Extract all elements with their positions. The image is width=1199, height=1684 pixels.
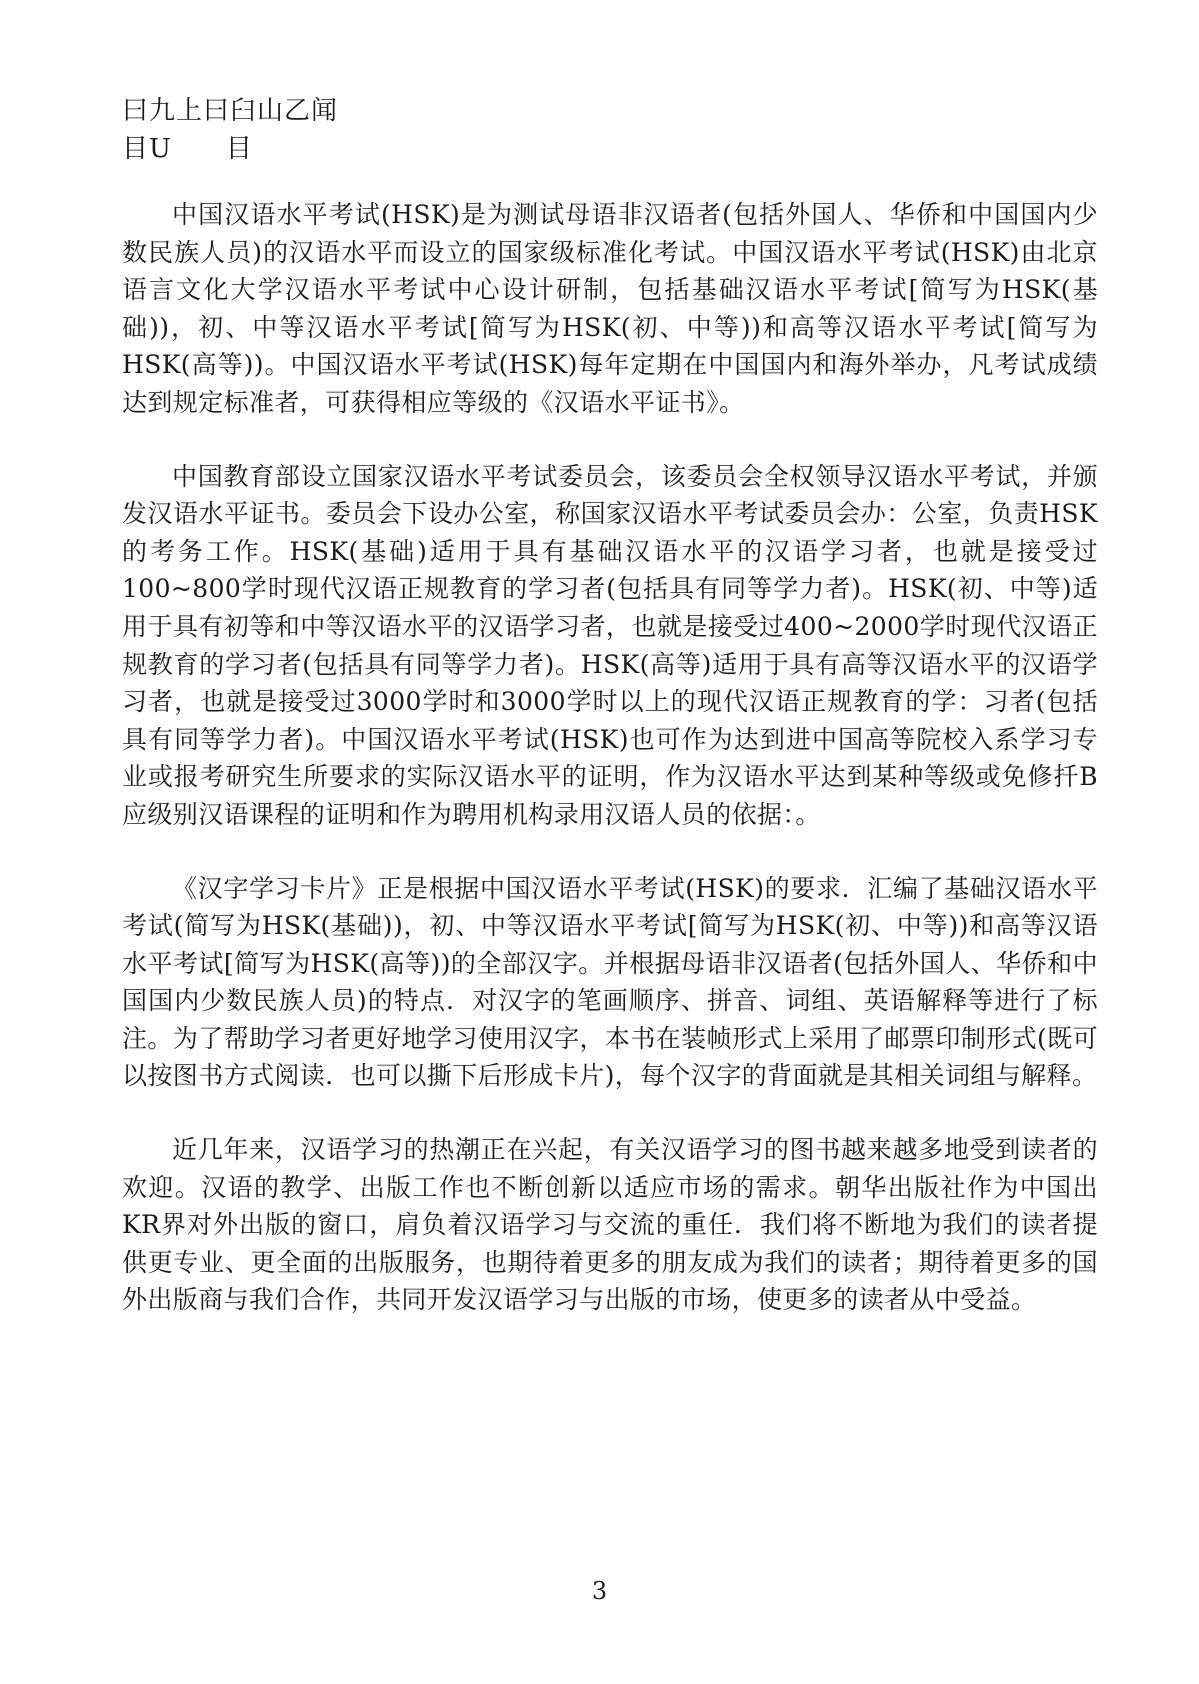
- document-body: [122, 196, 1098, 1355]
- page-header: [122, 92, 1102, 168]
- header-line-1: 曰九上曰臼山乙闻: [122, 96, 339, 126]
- paragraph-hsk-committee: 中国教育部设立国家汉语水平考试委员会，该委员会全权领导汉语水平考试，并颁发汉语水平证书。委员会下设办公室，称国家汉语水平考试委员会办：公室，负责HSK的考务工作。HSK(基础)适用于具有基础汉语水平的汉语学习者，也就是接受过100~800学时现代汉语正规教育的学习者(包括具有同等学力者)。HSK(初、中等)适用于具有初等和中等汉语水平的汉语学习者，也就是接受过400~2000学时现代汉语正规教育的学习者(包括具有同等学力者)。HSK(高等)适用于具有高等汉语水平的汉语学习者，也就是接受过3000学时和3000学时以上的现代汉语正规教育的学：习者(包括具有同等学力者)。中国汉语水平考试(HSK)也可作为达到进中国高等院校入系学习专业或报考研究生所要求的实际汉语水平的证明，作为汉语水平达到某种等级或免修扦B应级别汉语课程的证明和作为聘用机构录用汉语人员的依据：。: [122, 461, 1098, 829]
- paragraph-flashcards: 《汉字学习卡片》正是根据中国汉语水平考试(HSK)的要求．汇编了基础汉语水平考试(简写为HSK(基础))，初、中等汉语水平考试[简写为HSK(初、中等))和高等汉语水平考试[简写为HSK(高等))的全部汉字。并根据母语非汉语者(包括外国人、华侨和中国国内少数民族人员)的特点．对汉字的笔画顺序、拼音、词组、英语解释等进行了标注。为了帮助学习者更好地学习使用汉字，本书在装帧形式上采用了邮票印制形式(既可以按图书方式阅读．也可以撕下后形成卡片)，每个汉字的背面就是其相关词组与解释。: [122, 873, 1098, 1091]
- paragraph-publisher: 近几年来，汉语学习的热潮正在兴起，有关汉语学习的图书越来越多地受到读者的欢迎。汉语的教学、出版工作也不断创新以适应市场的需求。朝华出版社作为中国出KR界对外出版的窗口，肩负着汉语学习与交流的重任．我们将不断地为我们的读者提供更专业、更全面的出版服务，也期待着更多的朋友成为我们的读者；期待着更多的国外出版商与我们合作，共同开发汉语学习与出版的市场，使更多的读者从中受益。: [122, 1135, 1098, 1315]
- page-number: 3: [591, 1577, 608, 1605]
- header-line-2: 目U 目: [122, 134, 253, 164]
- paragraph-hsk-intro: 中国汉语水平考试(HSK)是为测试母语非汉语者(包括外国人、华侨和中国国内少数民族人员)的汉语水平而设立的国家级标准化考试。中国汉语水平考试(HSK)由北京语言文化大学汉语水平考试中心设计研制，包括基础汉语水平考试[简写为HSK(基础))，初、中等汉语水平考试[简写为HSK(初、中等))和高等汉语水平考试[简写为HSK(高等))。中国汉语水平考试(HSK)每年定期在中国国内和海外举办，凡考试成绩达到规定标准者，可获得相应等级的《汉语水平证书》。: [122, 200, 1098, 417]
